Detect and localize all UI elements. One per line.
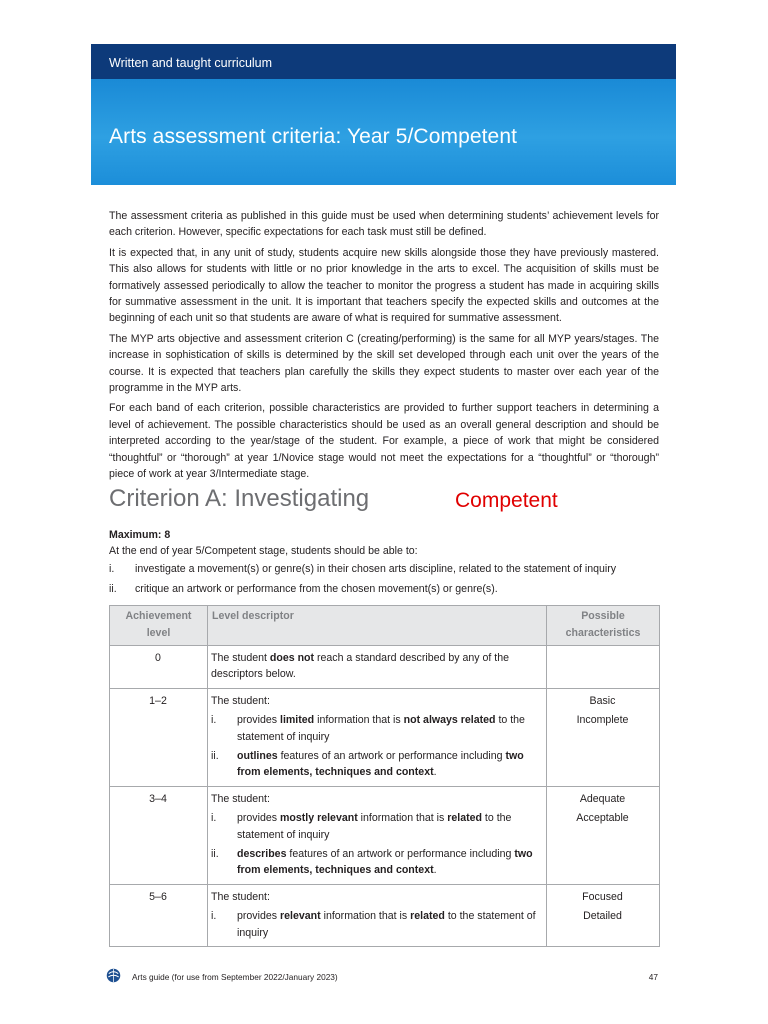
list-item: i. provides limited information that is not always related to the statement of inquiry xyxy=(211,714,525,743)
list-item xyxy=(109,561,659,577)
possible-characteristics xyxy=(547,645,660,688)
page-content xyxy=(109,208,659,947)
objectives-lead: At the end of year 5/Competent stage, students should be able to: xyxy=(109,544,418,557)
objectives-list xyxy=(109,561,659,597)
list-item: ii. describes features of an artwork or performance including two from elements, techniques and context. xyxy=(211,848,533,877)
intro-paragraph: It is expected that, in any unit of study, students acquire new skills alongside those they have previously mastered. This also allows for students with little or no prior knowledge in the arts to excel. The acquisition of skills must be formatively assessed periodically to allow the teacher to monitor the progress a student has made in acquiring skills for summative assessment in the unit. It is important that teachers specify the expected skills and outcomes at the beginning of each unit so that students are aware of what is required for summative assessment. xyxy=(109,246,659,325)
level-descriptor xyxy=(208,786,547,884)
descriptor-intro: The student: xyxy=(211,694,270,707)
achievement-level: 0 xyxy=(110,645,208,688)
table-row xyxy=(110,786,660,884)
achievement-level: 5–6 xyxy=(110,884,208,946)
level-descriptor: The student does not reach a standard described by any of the descriptors below. xyxy=(208,645,547,688)
intro-paragraph: The assessment criteria as published in this guide must be used when determining students’ achievement levels for each criterion. However, specific expectations for each task must still be defined. xyxy=(109,210,659,239)
maximum-score: Maximum: 8 xyxy=(109,528,171,541)
header-achievement-level: Achievement level xyxy=(110,606,208,646)
table-row xyxy=(110,645,660,688)
table-header-row xyxy=(110,606,660,646)
descriptor-intro: The student: xyxy=(211,890,270,903)
list-item: i. provides mostly relevant information that is related to the statement of inquiry xyxy=(211,812,512,841)
section-header-bar xyxy=(91,44,676,79)
page-title: Arts assessment criteria: Year 5/Competent xyxy=(109,125,518,148)
level-descriptor xyxy=(208,688,547,786)
possible-characteristics: Adequate Acceptable xyxy=(547,786,660,884)
descriptor-intro: The student: xyxy=(211,792,270,805)
table-row xyxy=(110,884,660,946)
list-item: ii. outlines features of an artwork or performance including two from elements, techniques and context. xyxy=(211,749,524,779)
list-text: critique an artwork or performance from the chosen movement(s) or genre(s). xyxy=(135,582,498,595)
section-title: Written and taught curriculum xyxy=(109,56,273,70)
criterion-heading: Criterion A: Investigating xyxy=(109,484,370,512)
level-descriptor xyxy=(208,884,547,946)
page-number: 47 xyxy=(648,972,658,982)
header-possible-characteristics: Possible characteristics xyxy=(547,606,660,646)
achievement-level: 3–4 xyxy=(110,786,208,884)
title-banner xyxy=(91,79,676,185)
page-footer xyxy=(106,966,658,986)
ib-globe-logo-icon xyxy=(106,968,121,983)
possible-characteristics: Focused Detailed xyxy=(547,884,660,946)
list-item xyxy=(109,581,659,597)
footer-guide-title: Arts guide (for use from September 2022/January 2023) xyxy=(132,972,338,982)
list-text: investigate a movement(s) or genre(s) in their chosen arts discipline, related to the statement of inquiry xyxy=(135,563,617,576)
criterion-heading-row xyxy=(109,484,659,525)
list-number: i. xyxy=(109,563,115,576)
achievement-level: 1–2 xyxy=(110,688,208,786)
header-level-descriptor: Level descriptor xyxy=(208,606,547,646)
table-row xyxy=(110,688,660,786)
competent-annotation: Competent xyxy=(455,488,558,512)
intro-paragraph: The MYP arts objective and assessment criterion C (creating/performing) is the same for all MYP years/stages. The increase in sophistication of skills is determined by the skill set developed through each unit over the years of the course. It is expected that teachers plan carefully the skills they expect students to master over each year of the programme in the MYP arts. xyxy=(109,332,659,395)
assessment-rubric-table xyxy=(109,605,660,947)
list-item: i. provides relevant information that is related to the statement of inquiry xyxy=(211,910,536,939)
possible-characteristics: Basic Incomplete xyxy=(547,688,660,786)
intro-paragraph: For each band of each criterion, possible characteristics are provided to further support teachers in determining a level of achievement. The possible characteristics should be used as an overall general description and should be interpreted according to the year/stage of the student. For example, a piece of work that might be considered “thoughtful” or “thorough” at year 1/Novice stage would not meet the expectations for a “thoughtful” or “thorough” piece of work at year 3/Intermediate stage. xyxy=(109,402,659,481)
list-number: ii. xyxy=(109,582,117,595)
